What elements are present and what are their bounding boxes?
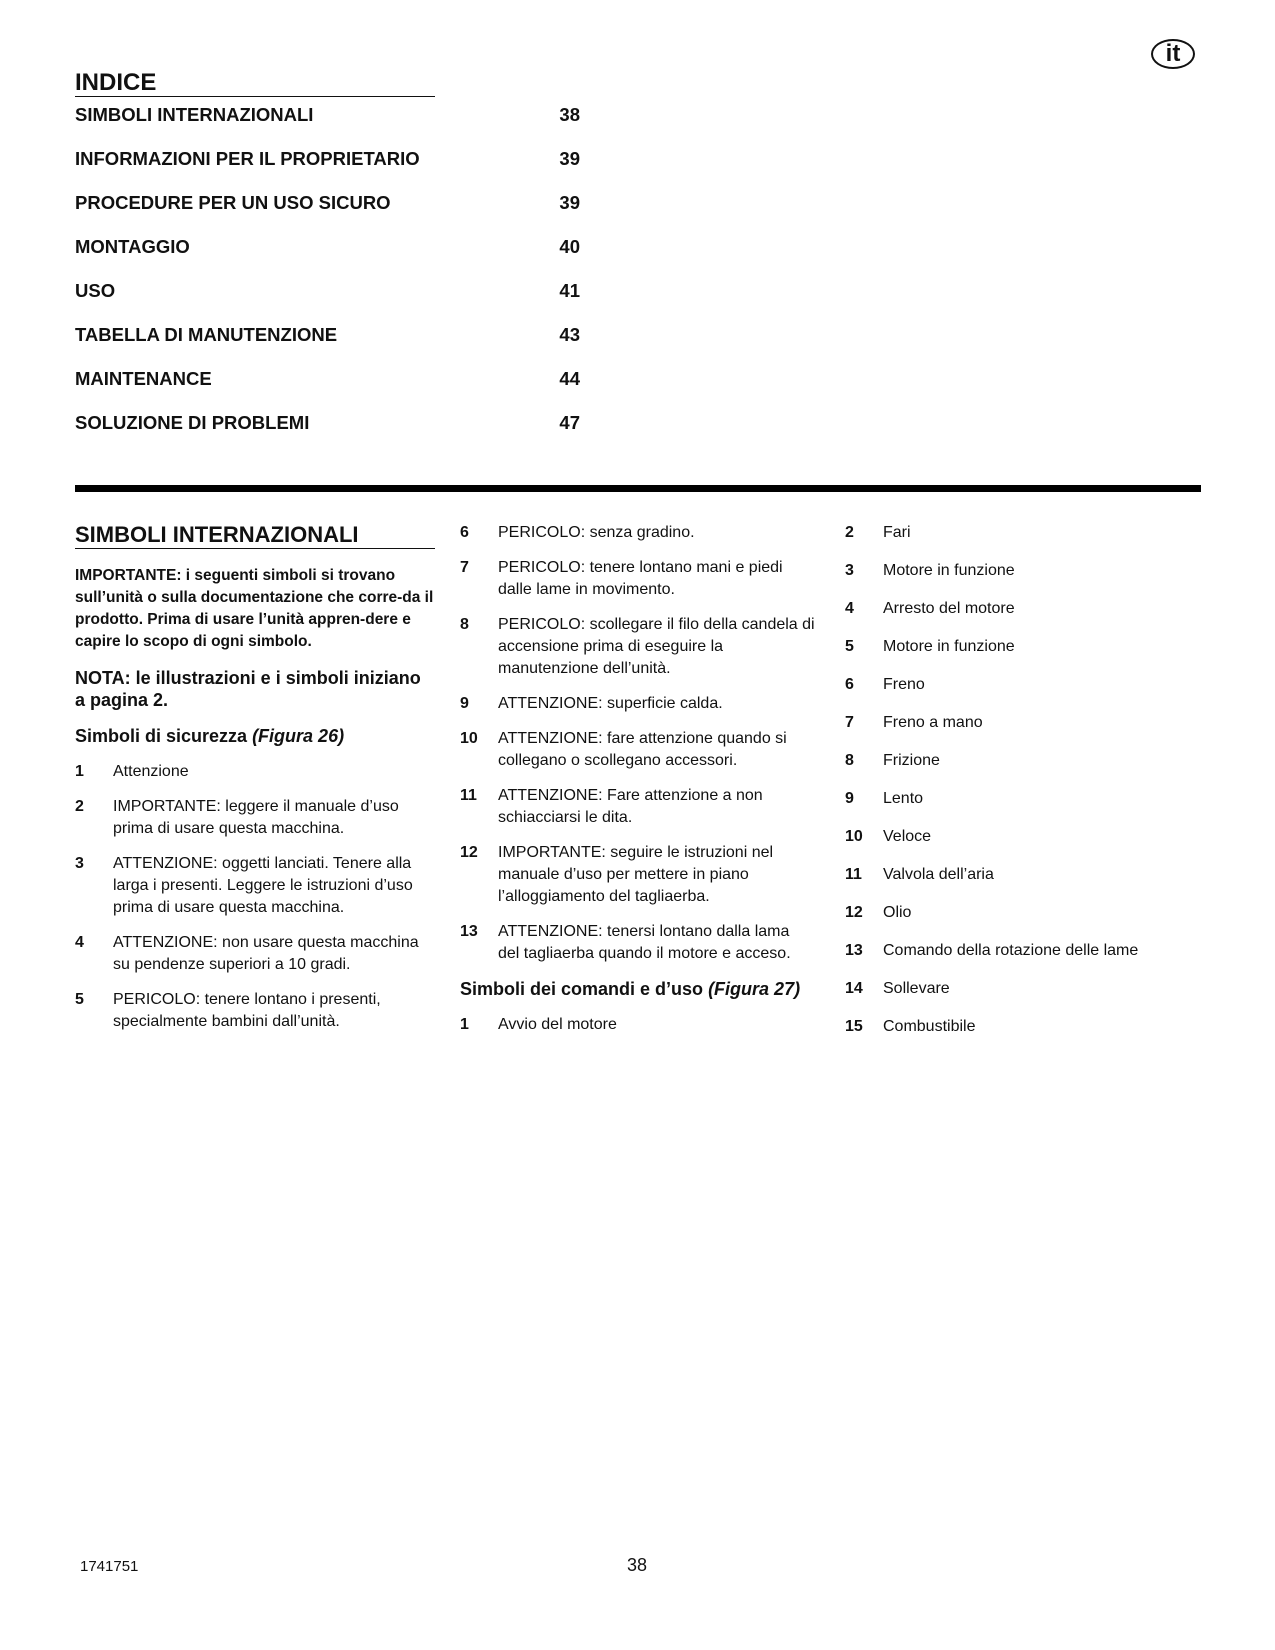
item-number: 7 [460, 559, 469, 576]
item-text: Fari [883, 524, 911, 541]
item-number: 3 [75, 855, 84, 872]
item-text: Motore in funzione [883, 638, 1015, 655]
item-text: IMPORTANTE: seguire le istruzioni nel manuale d’uso per mettere in piano l’alloggiamento del tagliaerba. [498, 844, 774, 905]
toc-entry[interactable] [75, 236, 580, 280]
toc-entry[interactable] [75, 412, 580, 456]
item-number: 8 [845, 752, 854, 769]
toc-entry-label: SIMBOLI INTERNAZIONALI [75, 104, 314, 125]
item-text: Veloce [883, 828, 932, 845]
item-number: 5 [75, 991, 84, 1008]
controls-figure-ref: (Figura 27) [708, 979, 801, 999]
list-item [75, 761, 435, 783]
item-text: Olio [883, 904, 912, 921]
table-of-contents [75, 104, 580, 456]
item-number: 10 [845, 828, 863, 845]
item-number: 12 [845, 904, 863, 921]
list-item [460, 557, 815, 601]
item-number: 4 [75, 934, 84, 951]
item-text: ATTENZIONE: tenersi lontano dalla lama del tagliaerba quando il motore e acceso. [498, 923, 791, 962]
section-title: SIMBOLI INTERNAZIONALI [75, 522, 435, 549]
toc-entry[interactable] [75, 324, 580, 368]
list-item [845, 522, 1205, 544]
item-number: 1 [460, 1016, 469, 1033]
column-right [845, 522, 1205, 1054]
item-number: 6 [460, 524, 469, 541]
toc-title: INDICE [75, 70, 435, 97]
toc-entry-label: SOLUZIONE DI PROBLEMI [75, 412, 310, 433]
item-number: 10 [460, 730, 478, 747]
item-text: ATTENZIONE: non usare questa macchina su pendenze superiori a 10 gradi. [113, 934, 419, 973]
section-divider [75, 485, 1201, 492]
item-text: PERICOLO: tenere lontano mani e piedi dalle lame in movimento. [498, 559, 783, 598]
item-number: 7 [845, 714, 854, 731]
item-text: ATTENZIONE: Fare attenzione a non schiacciarsi le dita. [498, 787, 763, 826]
item-number: 15 [845, 1018, 863, 1035]
item-text: Motore in funzione [883, 562, 1015, 579]
toc-entry-label: TABELLA DI MANUTENZIONE [75, 324, 338, 345]
item-text: Combustibile [883, 1018, 976, 1035]
toc-entry-page: 41 [559, 280, 580, 301]
list-item [845, 674, 1205, 696]
list-item [75, 989, 435, 1033]
list-item [845, 636, 1205, 658]
toc-entry-page: 39 [559, 192, 580, 213]
item-number: 11 [460, 787, 477, 804]
item-text: Freno [883, 676, 925, 693]
safety-figure-ref: (Figura 26) [252, 726, 345, 746]
list-item [845, 864, 1205, 886]
list-item [460, 693, 815, 715]
toc-entry-label: MONTAGGIO [75, 236, 190, 257]
item-text: Freno a mano [883, 714, 983, 731]
item-number: 11 [845, 866, 862, 883]
toc-entry-label: USO [75, 280, 116, 301]
item-text: Attenzione [113, 763, 189, 780]
list-item [75, 796, 435, 840]
item-text: Valvola dell’aria [883, 866, 994, 883]
item-number: 3 [845, 562, 854, 579]
item-number: 5 [845, 638, 854, 655]
item-text: Frizione [883, 752, 940, 769]
item-number: 9 [845, 790, 854, 807]
column-middle [460, 522, 815, 1049]
list-item [845, 1016, 1205, 1038]
document-number: 1741751 [80, 1558, 139, 1575]
toc-entry[interactable] [75, 192, 580, 236]
safety-symbols-heading [75, 725, 435, 747]
safety-heading-text: Simboli di sicurezza [75, 726, 248, 746]
list-item [75, 853, 435, 919]
toc-entry-page: 43 [559, 324, 580, 345]
list-item [845, 712, 1205, 734]
language-badge: it [1151, 39, 1195, 69]
toc-entry-page: 39 [559, 148, 580, 169]
controls-symbols-heading [460, 978, 815, 1000]
item-text: Arresto del motore [883, 600, 1015, 617]
list-item [845, 978, 1205, 1000]
toc-entry-page: 47 [559, 412, 580, 433]
toc-entry-page: 38 [559, 104, 580, 125]
list-item [845, 598, 1205, 620]
item-number: 9 [460, 695, 469, 712]
list-item [460, 842, 815, 908]
item-text: PERICOLO: scollegare il filo della candela di accensione prima di eseguire la manutenzione dell’unità. [498, 616, 815, 677]
item-number: 2 [845, 524, 854, 541]
item-number: 6 [845, 676, 854, 693]
item-text: IMPORTANTE: leggere il manuale d’uso prima di usare questa macchina. [113, 798, 399, 837]
toc-entry-label: MAINTENANCE [75, 368, 212, 389]
important-note: IMPORTANTE: i seguenti simboli si trovano sull’unità o sulla documentazione che corre-da il prodotto. Prima di usare l’unità appren-dere e capire lo scopo di ogni simbolo. [75, 567, 434, 650]
item-text: ATTENZIONE: fare attenzione quando si collegano o scollegano accessori. [498, 730, 787, 769]
item-number: 8 [460, 616, 469, 633]
item-text: Lento [883, 790, 924, 807]
item-number: 1 [75, 763, 84, 780]
item-number: 13 [460, 923, 478, 940]
item-number: 12 [460, 844, 478, 861]
list-item [845, 826, 1205, 848]
toc-entry-label: PROCEDURE PER UN USO SICURO [75, 192, 391, 213]
list-item [845, 750, 1205, 772]
list-item [845, 788, 1205, 810]
list-item [845, 902, 1205, 924]
list-item [845, 560, 1205, 582]
page-number: 38 [627, 1555, 648, 1575]
item-number: 2 [75, 798, 84, 815]
item-text: Comando della rotazione delle lame [883, 942, 1139, 959]
controls-heading-text: Simboli dei comandi e d’uso [460, 979, 704, 999]
item-text: Avvio del motore [498, 1016, 617, 1033]
toc-entry-label: INFORMAZIONI PER IL PROPRIETARIO [75, 148, 420, 169]
list-item [460, 921, 815, 965]
item-text: PERICOLO: tenere lontano i presenti, specialmente bambini dall’unità. [113, 991, 381, 1030]
toc-entry[interactable] [75, 148, 580, 192]
item-number: 14 [845, 980, 863, 997]
column-left [75, 522, 435, 1046]
list-item [845, 940, 1205, 962]
list-item [460, 1014, 815, 1036]
toc-entry[interactable] [75, 368, 580, 412]
item-text: ATTENZIONE: superficie calda. [498, 695, 723, 712]
item-text: Sollevare [883, 980, 950, 997]
item-number: 4 [845, 600, 854, 617]
toc-entry[interactable] [75, 104, 580, 148]
list-item [460, 614, 815, 680]
item-text: ATTENZIONE: oggetti lanciati. Tenere alla larga i presenti. Leggere le istruzioni d’uso prima di usare questa macchina. [113, 855, 413, 916]
item-number: 13 [845, 942, 863, 959]
toc-entry[interactable] [75, 280, 580, 324]
list-item [75, 932, 435, 976]
list-item [460, 785, 815, 829]
toc-entry-page: 44 [559, 368, 580, 389]
list-item [460, 522, 815, 544]
item-text: PERICOLO: senza gradino. [498, 524, 695, 541]
toc-entry-page: 40 [559, 236, 580, 257]
nota-note: NOTA: le illustrazioni e i simboli iniziano a pagina 2. [75, 668, 421, 710]
list-item [460, 728, 815, 772]
